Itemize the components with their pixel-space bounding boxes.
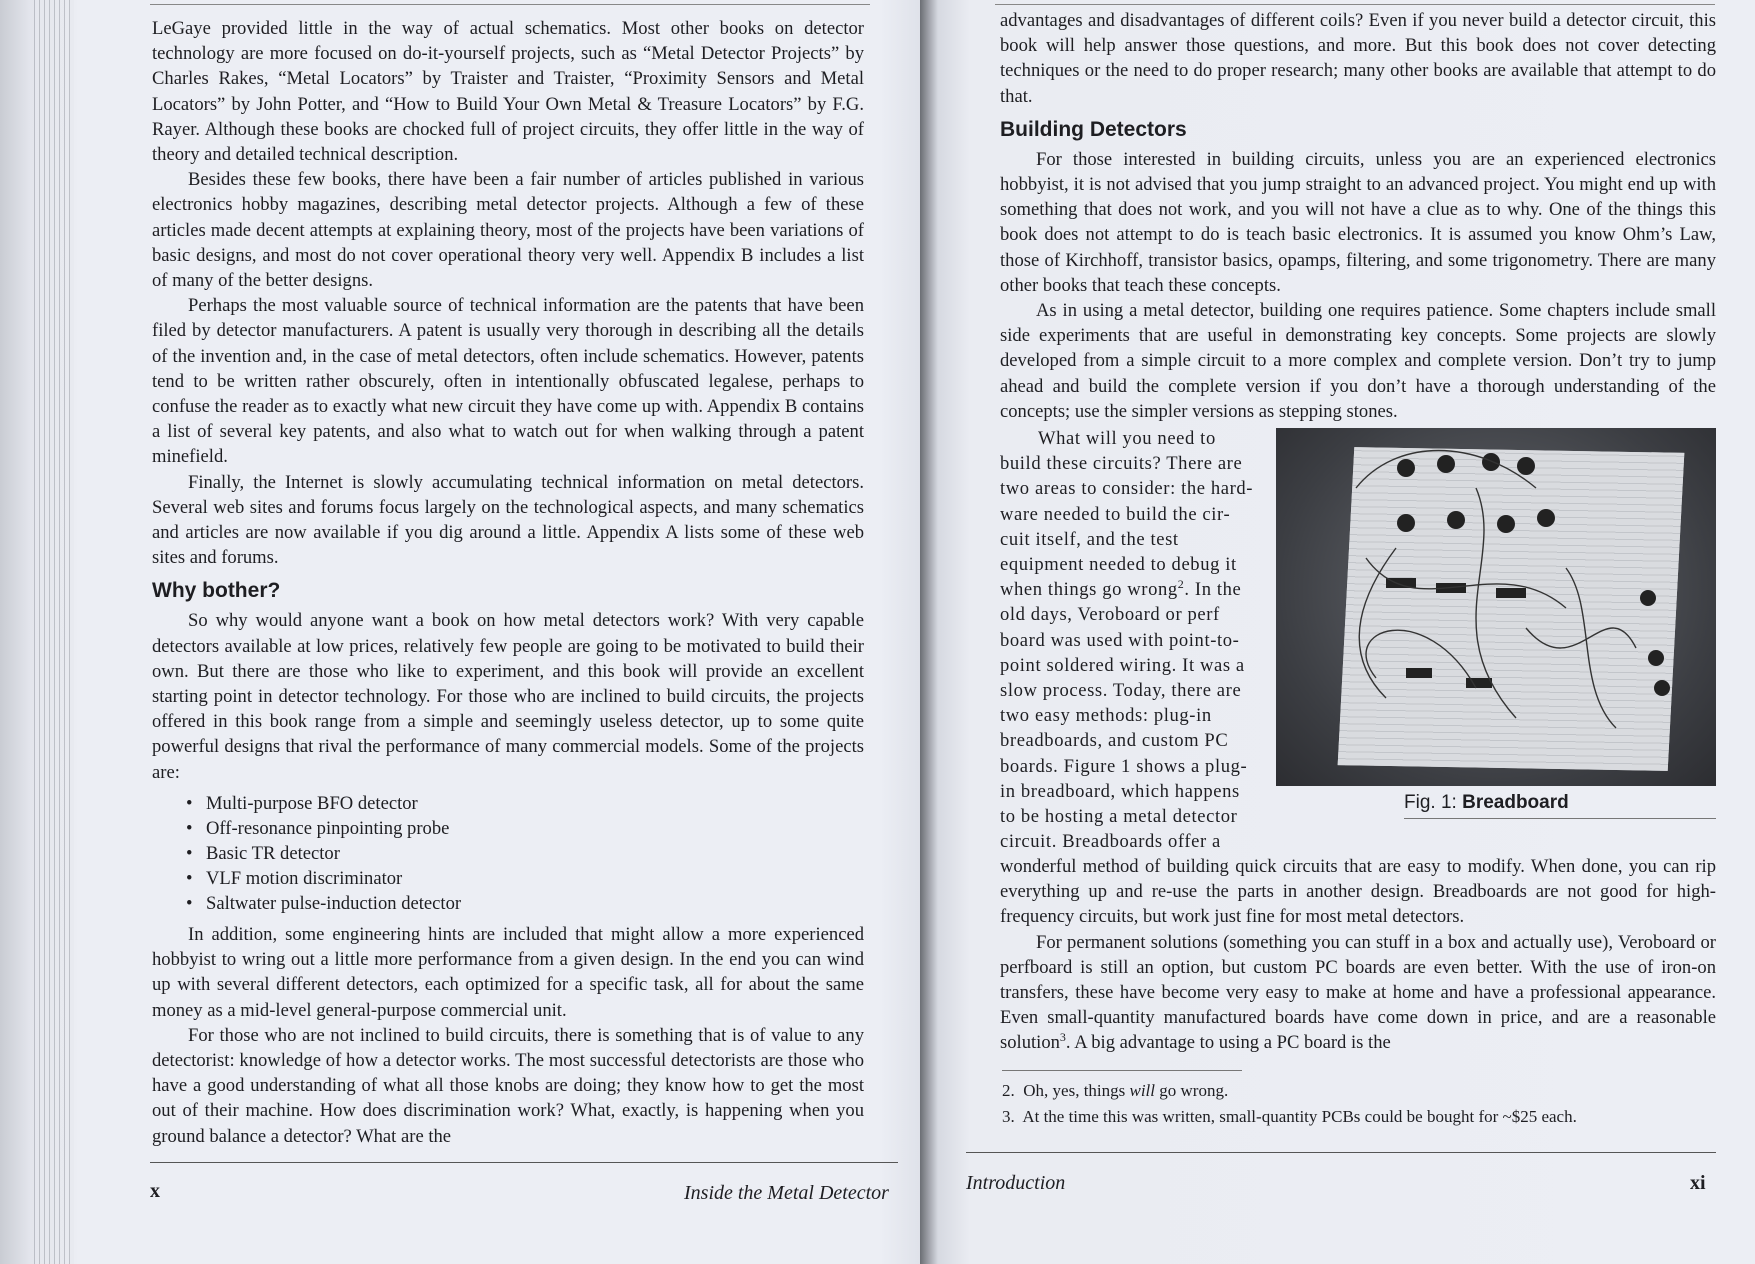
paragraph: In addition, some engineering hints are included that might allow a more experienced hobbyist to wring out a little more performance from a given design. In the end you can wind up with several different detectors, each optimized for a specific task, all for about the same money as a mid-level general-purpose commercial unit. (152, 923, 864, 1021)
wrap-line: boards. Figure 1 shows a plug- (1000, 755, 1248, 777)
wrap-line: circuit. Breadboards offer a (1000, 831, 1221, 853)
footnote-ref-3: 3 (1059, 1030, 1066, 1045)
wrap-line: slow process. Today, there are (1000, 680, 1242, 702)
paragraph-with-footnote: For permanent solutions (something you can stuff in a box and actually use), Veroboard or perfboard is still an option, but custom PC boards are even better. With the use of iron-on transfers, these have become very easy to make at home and have a professional appearance. Even small-quantity manufactured boards have come down in price, and are a reasonable solution$^3$. A big advantage to using a PC board is the (1000, 931, 1716, 1054)
wrap-line: board was used with point-to- (1000, 629, 1240, 651)
paragraph: Besides these few books, there have been a fair number of articles published in various electronics hobby magazines, describing metal detector projects. Although a few of these articles made decent attempts at explaining theory, most of the projects have been variations of basic designs, and most do not cover operational theory very well. Appendix B includes a list of many of the better designs. (152, 169, 864, 292)
right-text-column-bottom (1000, 854, 1716, 1056)
footnote-ref-2: 2 (1177, 577, 1185, 592)
footnote-rule (1002, 1070, 1242, 1071)
wrap-line: to be hosting a metal detector (1000, 806, 1238, 828)
wrap-line: ware needed to build the cir- (1000, 503, 1231, 525)
list-item: • Multi-purpose BFO detector (206, 791, 864, 816)
page-edges (34, 0, 74, 1264)
right-text-column-top (1000, 8, 1716, 424)
wrap-line: in breadboard, which happens (1000, 780, 1240, 802)
footnotes (1002, 1078, 1716, 1130)
list-item: • Basic TR detector (206, 841, 864, 866)
page-number-left: x (150, 1180, 160, 1202)
wrap-line: two easy methods: plug-in (1000, 705, 1212, 727)
footnote-3: 3. At the time this was written, small-quantity PCBs could be bought for ~$25 each. (1002, 1107, 1577, 1126)
list-item: • VLF motion discriminator (206, 866, 864, 891)
wrap-line-with-footnote: when things go wrong$^2$. In the (1000, 577, 1242, 601)
paragraph: wonderful method of building quick circuits that are easy to modify. When done, you can rip everything up and re-use the parts in another design. Breadboards are not good for high-frequency circuits, but work just fine for most metal detectors. (1000, 856, 1716, 928)
paragraph: LeGaye provided little in the way of actual schematics. Most other books on detector technology are more focused on do-it-yourself projects, such as “Metal Detector Projects” by Charles Rakes, “Metal Locators” by Traister and Traister, “Proximity Sensors and Metal Locators” by John Potter, and “How to Build Your Own Metal & Treasure Locators” by F.G. Rayer. Although these books are chocked full of project circuits, they offer little in the way of theory and detailed technical description. (152, 18, 864, 166)
paragraph: So why would anyone want a book on how metal detectors work? With very capable detectors available at low prices, relatively few people are going to be motivated to build their own. But there are those who like to experiment, and this book will provide an excellent starting point in detector technology. For those who are inclined to build circuits, the projects offered in this book range from a simple and seemingly useless detector, up to some quite powerful designs that rival the performance of many commercial models. Some of the projects are: (152, 610, 864, 783)
wrap-line: cuit itself, and the test (1000, 528, 1179, 550)
wrap-line: equipment needed to debug it (1000, 554, 1237, 576)
caption-rule (1404, 818, 1716, 819)
wrap-line: breadboards, and custom PC (1000, 730, 1229, 752)
circuit-wires-drawing (1276, 428, 1716, 786)
breadboard-photo (1276, 428, 1716, 786)
figure-label: Fig. 1: (1404, 792, 1457, 813)
running-title-right: Introduction (966, 1172, 1066, 1194)
paragraph: For those interested in building circuits, unless you are an experienced electronics hobbyist, it is not advised that you jump straight to an advanced project. You might end up with something that does not work, and you will not have a clue as to why. One of the things this book does not attempt to do is teach basic electronics. It is assumed you know Ohm’s Law, those of Kirchhoff, transistor basics, opamps, filtering, and some trigonometry. There are many other books that teach these concepts. (1000, 148, 1716, 296)
wrap-line: point soldered wiring. It was a (1000, 654, 1245, 676)
wrap-line: What will you need to (1038, 428, 1216, 449)
figure-title: Breadboard (1462, 792, 1569, 813)
wrap-line: old days, Veroboard or perf (1000, 604, 1220, 626)
paragraph: As in using a metal detector, building one requires patience. Some chapters include small side experiments that are useful in demonstrating key concepts. Some projects are slowly developed from a simple circuit to a more complex and complete version. Don’t try to jump ahead and build the complete version if you don’t have a thorough understanding of the concepts; use the simpler versions as stepping stones. (1000, 300, 1716, 422)
list-item: • Off-resonance pinpointing probe (206, 816, 864, 841)
figure-wrap-text (1000, 426, 1260, 854)
left-text-column (152, 16, 864, 1149)
top-rule-left (150, 4, 870, 5)
top-rule-right (995, 4, 1715, 5)
paragraph: Finally, the Internet is slowly accumulating technical information on metal detectors. Several web sites and forums focus largely on the technological aspects, and many schematics and articles are now available if you dig around a little. Appendix A lists some of these web sites and forums. (152, 471, 864, 569)
running-title-left: Inside the Metal Detector (684, 1182, 889, 1204)
section-heading-why-bother: Why bother? (152, 579, 281, 603)
list-item: • Saltwater pulse-induction detector (206, 891, 864, 916)
footer-rule-right (966, 1152, 1716, 1153)
paragraph: advantages and disadvantages of different coils? Even if you never build a detector circuit, this book will help answer those questions, and more. But this book does not cover detecting techniques or the need to do proper research; many other books are available that attempt to do that. (1000, 10, 1716, 107)
paragraph: Perhaps the most valuable source of technical information are the patents that have been filed by detector manufacturers. A patent is usually very thorough in describing all the details of the invention and, in the case of metal detectors, often include schematics. However, patents tend to be written rather obscurely, often in intentionally obfuscated legalese, perhaps to confuse the reader as to exactly what new circuit they have come up with. Appendix B contains a list of several key patents, and also what to watch out for when walking through a patent minefield. (152, 295, 864, 468)
project-list (152, 791, 864, 916)
footnote-2: 2. Oh, yes, things will go wrong. (1002, 1081, 1229, 1100)
figure-caption (1404, 792, 1716, 814)
paragraph: For those who are not inclined to build circuits, there is something that is of value to any detectorist: knowledge of how a detector works. The most successful detectorists are those who have a good understanding of what all those knobs are doing; they know how to get the most out of their machine. How does discrimination work? What, exactly, is happening when you ground balance a detector? What are the (152, 1024, 864, 1147)
page-number-right: xi (1690, 1172, 1706, 1194)
wrap-line: build these circuits? There are (1000, 453, 1243, 475)
wrap-line: two areas to consider: the hard- (1000, 478, 1254, 500)
footer-rule-left (150, 1162, 898, 1163)
section-heading-building-detectors: Building Detectors (1000, 117, 1187, 141)
